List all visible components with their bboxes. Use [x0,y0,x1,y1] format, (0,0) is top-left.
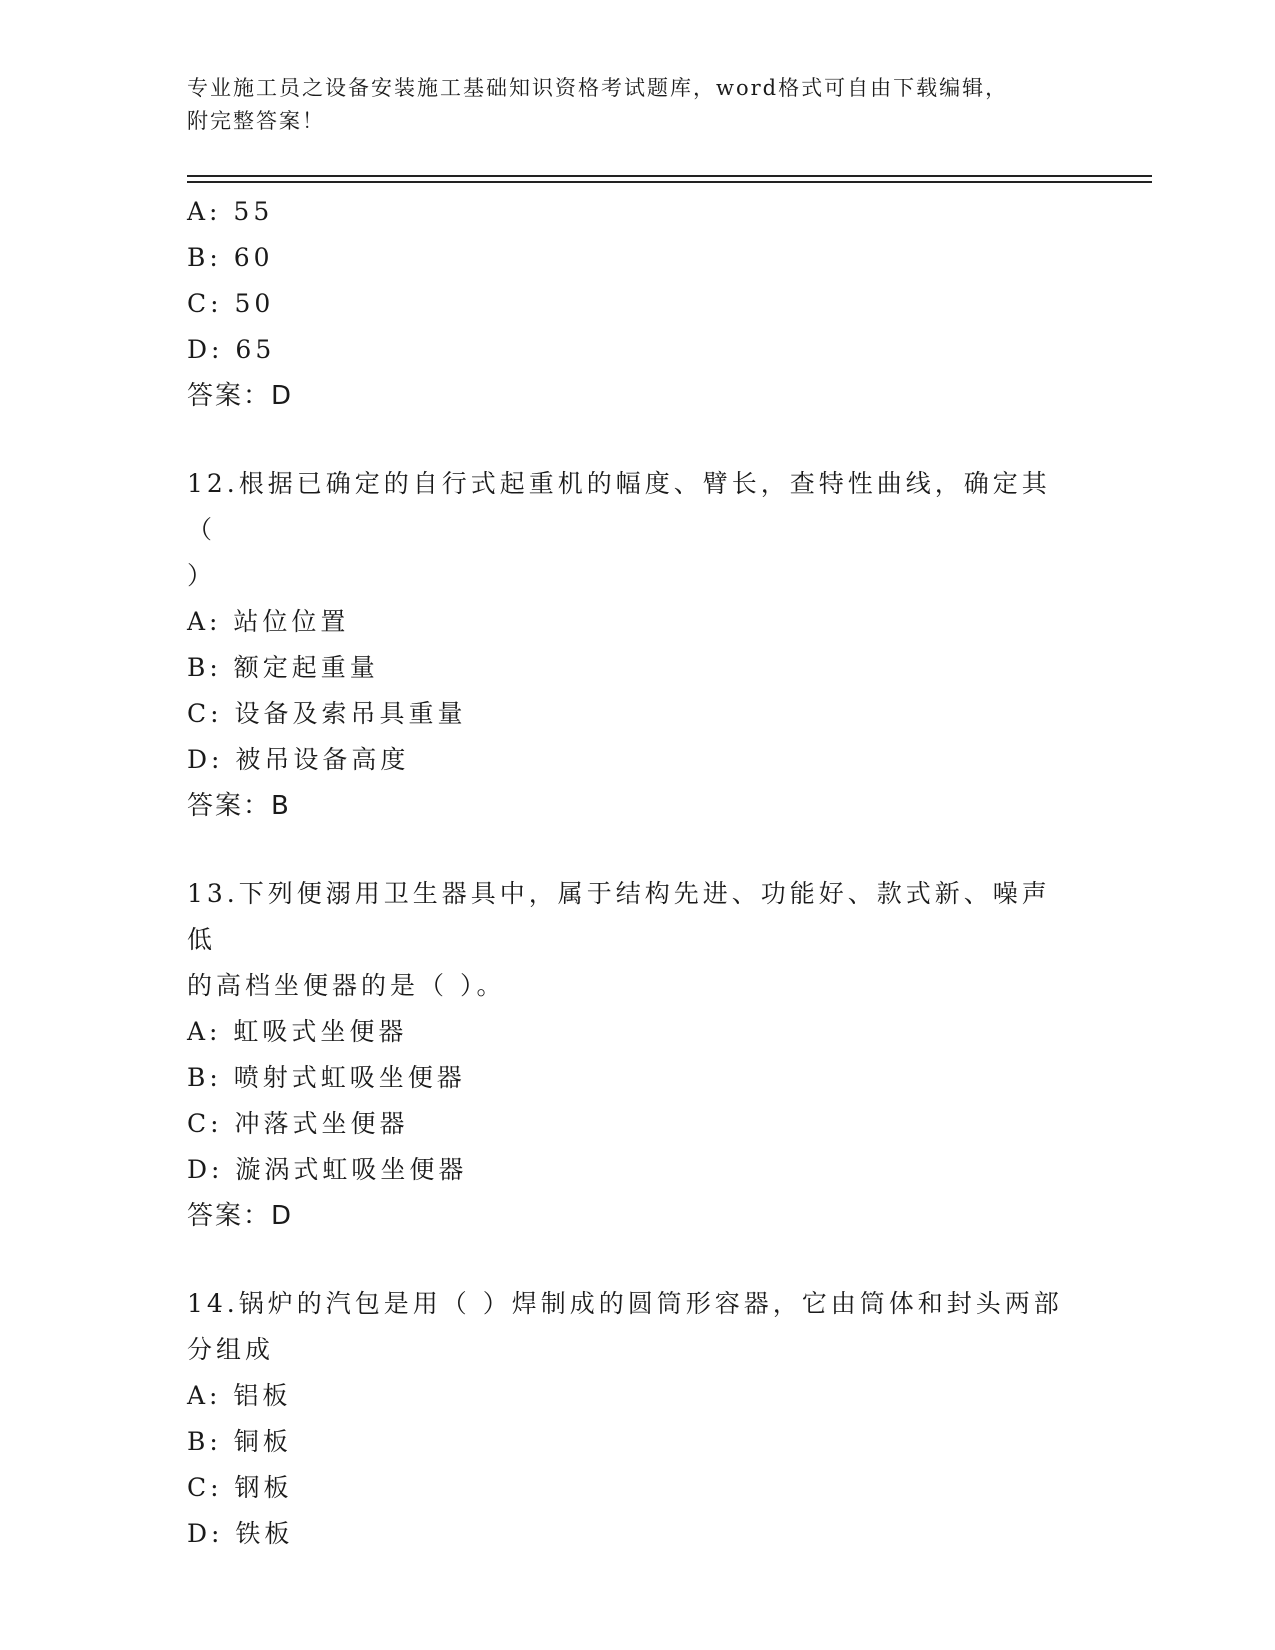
option-c: C: 设备及索吊具重量 [187,699,467,728]
question-stem-line-1: 12.根据已确定的自行式起重机的幅度、臂长，查特性曲线，确定其（ [187,469,1051,544]
question-13 [187,871,1067,1239]
option-d: D: 铁板 [187,1519,294,1548]
header-divider-bottom [187,181,1152,183]
option-a: A: 铝板 [187,1381,292,1410]
option-a: A: 站位位置 [187,607,350,636]
option-d: D: 65 [187,335,276,364]
answer: 答案：D [187,1201,294,1231]
question-list [187,189,1067,1557]
answer: 答案：D [187,381,294,411]
option-c: C: 50 [187,289,275,318]
header-title-line-2: 附完整答案！ [187,109,325,133]
question-stem-line-2: ） [187,561,217,590]
option-c: C: 冲落式坐便器 [187,1109,409,1138]
answer: 答案：B [187,791,291,821]
question-stem-line-1: 14.锅炉的汽包是用（ ）焊制成的圆筒形容器，它由筒体和封头两部 [187,1289,1063,1318]
option-a: A: 虹吸式坐便器 [187,1017,408,1046]
question-stem [187,1281,1067,1373]
option-b: B: 喷射式虹吸坐便器 [187,1063,466,1092]
question-stem [187,461,1067,599]
document-header [187,72,1067,138]
option-b: B: 铜板 [187,1427,292,1456]
option-a: A: 55 [187,197,274,226]
option-d: D: 被吊设备高度 [187,745,410,774]
option-b: B: 额定起重量 [187,653,379,682]
question-11 [187,189,1067,419]
question-14 [187,1281,1067,1557]
option-b: B: 60 [187,243,274,272]
question-12 [187,461,1067,829]
option-c: C: 钢板 [187,1473,293,1502]
option-d: D: 漩涡式虹吸坐便器 [187,1155,468,1184]
header-divider-top [187,175,1152,177]
question-stem-line-2: 分组成 [187,1335,275,1364]
question-stem-line-1: 13.下列便溺用卫生器具中，属于结构先进、功能好、款式新、噪声低 [187,879,1051,954]
question-stem-line-2: 的高档坐便器的是（ ）。 [187,971,506,1000]
header-title-line-1: 专业施工员之设备安装施工基础知识资格考试题库，word格式可自由下载编辑， [187,76,1009,100]
question-stem [187,871,1067,1009]
